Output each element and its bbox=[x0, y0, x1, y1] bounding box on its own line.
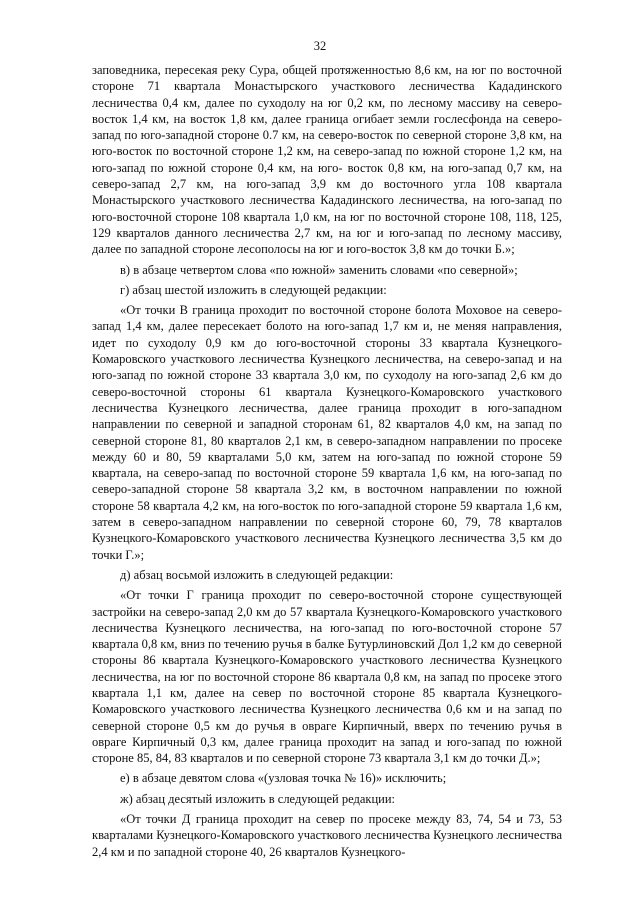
paragraph-point-g-boundary: «От точки Г граница проходит по северо-восточной стороне существующей застройки на северо-запад 2,0 км до 57 квартала Кузнецкого-Комаровского участкового лесничества Кузнецкого лесничества, на юго-запад по юго-восточной стороне 57 квартала 0,8 км, вниз по течению ручья в балке Бутурлиновский Дол 1,2 км до северной стороны 86 квартала Кузнецкого-Комаровского участкового лесничества Кузнецкого лесничества, на юг по восточной стороне 86 квартала 0,8 км, на запад по просеке этого квартала 1,1 км, далее на север по восточной стороне 85 квартала Кузнецкого-Комаровского участкового лесничества Кузнецкого лесничества 0,6 км и на запад по северной стороне 0,5 км до ручья в овраге Кирпичный, вверх по течению ручья в овраге Кирпичный 0,3 км, далее граница проходит на запад и юго-запад по южной стороне 85, 84, 83 кварталов и по северной стороне 73 квартала 3,1 км до точки Д.»; bbox=[92, 588, 562, 766]
paragraph-amendment-g: г) абзац шестой изложить в следующей редакции: bbox=[120, 282, 387, 297]
paragraph-point-d-boundary: «От точки Д граница проходит на север по просеке между 83, 74, 54 и 73, 53 кварталами Кузнецкого-Комаровского участкового лесничества Кузнецкого лесничества 2,4 км и по западной стороне 40, 26 кварталов Кузнецкого- bbox=[92, 812, 563, 859]
paragraph-continuation: заповедника, пересекая реку Сура, общей протяженностью 8,6 км, на юг по восточной стороне 71 квартала Монастырского участкового лесничества Кададинского лесничества 0,4 км, далее по суходолу на юг 0,2 км, по лесному массиву на северо-восток 1,4 км, на восток 1,8 км, далее граница огибает земли гослесфонда на северо-запад по юго-западной стороне 0.7 км, на северо-восток по северной стороне 3,8 км, на юго-восток по восточной стороне 1,2 км, на северо-запад по южной стороне 1,2 км, на юго-запад по южной стороне 0,4 км, на юго- восток 0,8 км, на юго-запад 0,7 км, на северо-запад 2,7 км, на юго-запад 3,9 км до восточного угла 108 квартала Монастырского участкового лесничества Кададинского лесничества, на юго-запад по юго-восточной стороне 108 квартала 1,0 км, на юг по восточной стороне 108, 118, 125, 129 кварталов данного лесничества 2,7 км, на юг и юго-запад по лесному массиву, далее по западной стороне лесополосы на юг и юго-восток 3,8 км до точки Б.»; bbox=[92, 63, 562, 257]
paragraph-point-v-boundary: «От точки В граница проходит по восточной стороне болота Моховое на северо-запад 1,4 км, далее пересекает болото на юго-запад 1,7 км и, не меняя направления, идет по суходолу 0,9 км до юго-восточной стороны 33 квартала Кузнецкого-Комаровского участкового лесничества Кузнецкого лесничества, на северо-запад и на юго-запад по южной стороне 33 квартала 3,0 км, по суходолу на юго-запад 2,6 км до северо-восточной стороны 61 квартала Кузнецкого-Комаровского участкового лесничества Кузнецкого лесничества, далее граница проходит в юго-западном направлении по северной и западной сторонам 61, 82 кварталов 4,0 км, на запад по северной стороне 81, 80 кварталов 2,1 км, в северо-западном направлении по просеке между 60 и 80, 59 кварталами 5,0 км, затем на юго-запад по южной стороне 59 квартала, на северо-запад по восточной стороне 59 квартала 1,6 км, на юго-запад по северо-западной стороне 58 квартала 3,2 км, в восточном направлении по южной стороне 58 квартала 4,2 км, на юго-восток по юго-западной стороне 59 квартала 1,6 км, затем в северо-западном направлении по северной стороне 60, 79, 78 кварталов Кузнецкого-Комаровского участкового лесничества Кузнецкого лесничества 3,5 км до точки Г.»; bbox=[92, 303, 562, 562]
paragraph-amendment-v: в) в абзаце четвертом слова «по южной» заменить словами «по северной»; bbox=[120, 262, 518, 277]
document-body bbox=[92, 62, 562, 860]
paragraph-amendment-d: д) абзац восьмой изложить в следующей редакции: bbox=[120, 567, 394, 582]
page-number: 32 bbox=[313, 39, 327, 53]
paragraph-amendment-e: е) в абзаце девятом слова «(узловая точка № 16)» исключить; bbox=[120, 771, 447, 786]
paragraph-amendment-zh: ж) абзац десятый изложить в следующей редакции: bbox=[120, 791, 396, 806]
